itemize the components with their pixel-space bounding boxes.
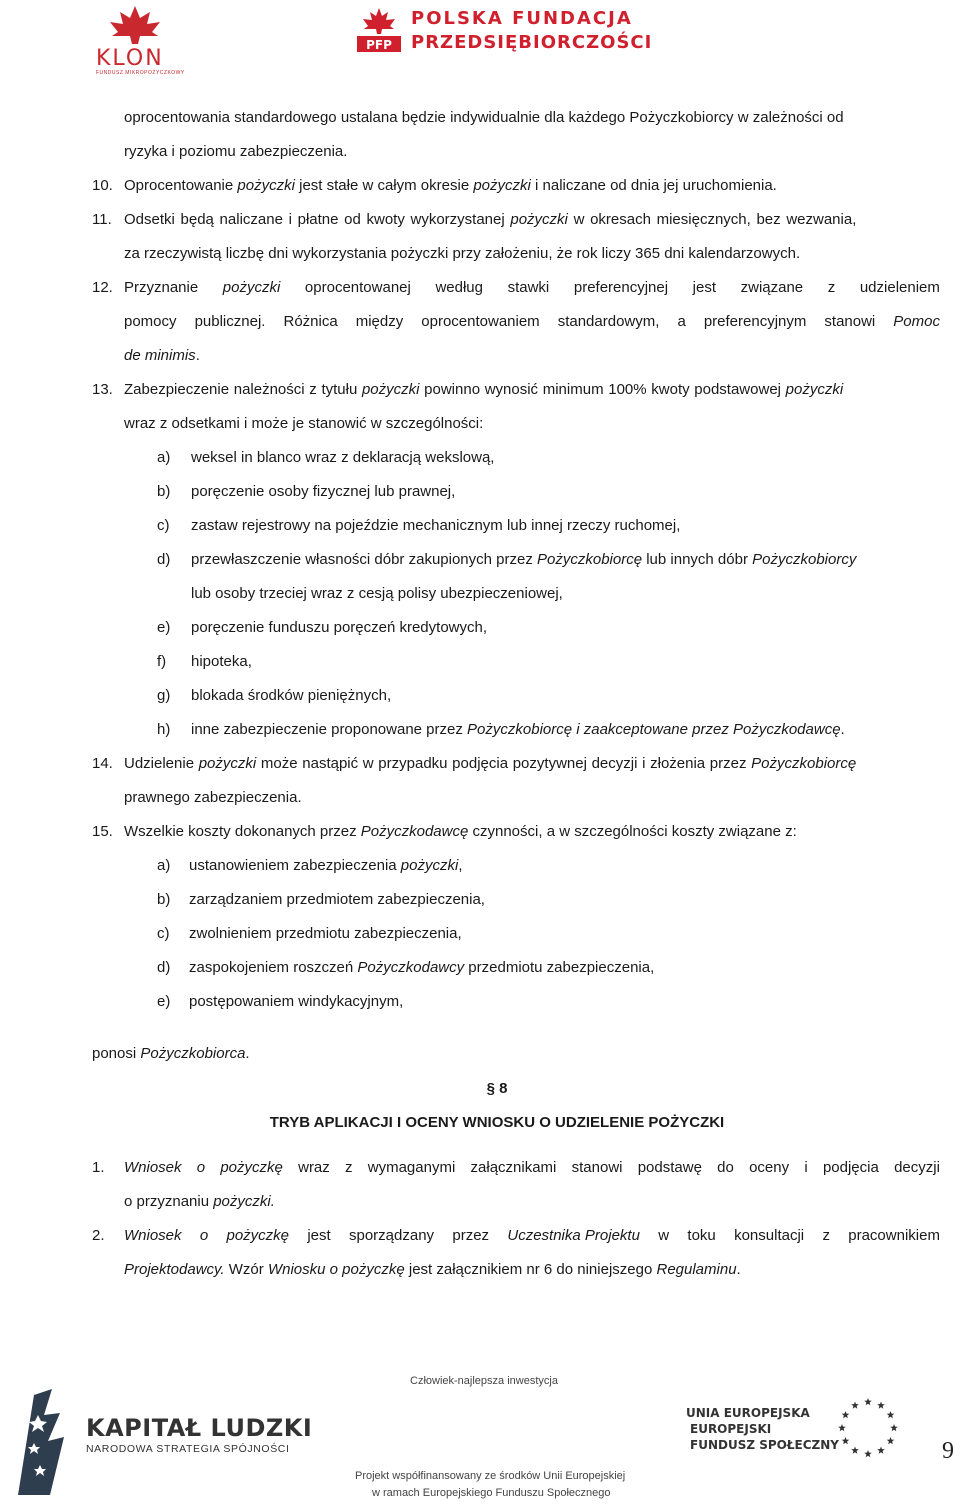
text-run: zaspokojeniem roszczeń — [189, 959, 358, 976]
italic-term: pożyczki — [361, 381, 420, 398]
word: preferencyjnym — [703, 313, 807, 330]
text-run: o przyznaniu — [124, 1193, 214, 1210]
klon-logo — [86, 4, 186, 76]
word: Różnica — [283, 313, 338, 330]
paragraph-line — [124, 278, 940, 298]
sub-item-text — [191, 720, 845, 740]
word: w — [658, 1227, 670, 1244]
italic-term: pożyczki — [473, 177, 531, 194]
kapital-ludzki-title: KAPITAŁ LUDZKI — [86, 1414, 313, 1442]
italic-term: pożyczki — [198, 755, 257, 772]
klon-subtitle: FUNDUSZ MIKROPOŻYCZKOWY — [96, 70, 185, 76]
word: stawki — [507, 279, 550, 296]
word: oprocentowaniem — [421, 313, 540, 330]
word: z — [827, 279, 836, 296]
word: oceny — [749, 1159, 790, 1176]
paragraph-line — [124, 312, 940, 332]
maple-leaf-icon — [355, 6, 403, 54]
word: jest — [307, 1227, 331, 1244]
pfp-logo — [355, 6, 655, 58]
italic-term: pożyczki — [400, 857, 459, 874]
sub-item-text — [189, 958, 654, 978]
paragraph-line — [124, 754, 856, 774]
text-run: czynności, a w szczególności koszty związane z: — [468, 823, 797, 840]
word: a — [677, 313, 686, 330]
italic-term: Regulaminu — [656, 1261, 737, 1278]
sub-item-letter: b) — [157, 483, 171, 500]
italic-term: Projektodawcy. — [124, 1261, 225, 1278]
pfp-line1: POLSKA FUNDACJA — [411, 8, 633, 29]
sub-item-text — [189, 856, 463, 876]
text-run: . — [245, 1045, 250, 1062]
word: decyzji — [894, 1159, 940, 1176]
word: jest — [692, 279, 717, 296]
text-run: przewłaszczenie własności dóbr zakupionych przez — [191, 551, 537, 568]
paragraph-line: prawnego zabezpieczenia. — [124, 789, 302, 806]
sub-item-text: lub osoby trzeciej wraz z cesją polisy ubezpieczeniowej, — [191, 585, 563, 602]
cofinancing-line1: Projekt współfinansowany ze środków Unii Europejskiej — [355, 1470, 626, 1482]
italic-term: de minimis — [124, 347, 196, 364]
text-run: Zabezpieczenie należności z tytułu — [124, 381, 362, 398]
italic-term: Uczestnika Projektu — [507, 1227, 640, 1244]
eu-star — [877, 1447, 885, 1454]
eu-star — [842, 1411, 850, 1418]
sub-item-letter: a) — [157, 857, 171, 874]
italic-term: Pożyczkodawcę — [360, 823, 469, 840]
section-title: TRYB APLIKACJI I OCENY WNIOSKU O UDZIELENIE POŻYCZKI — [269, 1114, 725, 1131]
paragraph-line — [124, 108, 940, 128]
text-run: . — [736, 1261, 741, 1278]
word: załącznikami — [470, 1159, 557, 1176]
page-number: 9 — [942, 1438, 954, 1464]
eu-label-line1: UNIA EUROPEJSKA — [686, 1406, 810, 1420]
eu-star — [887, 1437, 895, 1444]
sub-item-text: zastaw rejestrowy na pojeździe mechanicznym lub innej rzeczy ruchomej, — [191, 517, 681, 534]
italic-term: Pożyczkodawcy — [357, 959, 465, 976]
word: publicznej. — [194, 313, 266, 330]
sub-item-text: poręczenie osoby fizycznej lub prawnej, — [191, 483, 456, 500]
word: z — [345, 1159, 353, 1176]
eu-stars-icon — [828, 1394, 908, 1462]
word: konsultacji — [734, 1227, 805, 1244]
word: standardowym, — [557, 313, 660, 330]
word: według — [435, 279, 483, 296]
eu-star — [887, 1411, 895, 1418]
text-run: Udzielenie — [124, 755, 199, 772]
word: stanowi — [571, 1159, 623, 1176]
italic-term: Pożyczkobiorcy — [752, 551, 857, 568]
sub-item-letter: e) — [157, 993, 171, 1010]
paragraph-line — [124, 1158, 940, 1178]
italic-term: pożyczki — [510, 211, 568, 228]
text-run: powinno wynosić minimum 100% kwoty podstawowej — [419, 381, 786, 398]
word: preferencyjnej — [573, 279, 669, 296]
word: do — [717, 1159, 734, 1176]
sub-item-text: poręczenie funduszu poręczeń kredytowych, — [191, 619, 488, 636]
italic-term: Pożyczkobiorcę i zaakceptowane przez Pożyczkodawcę — [467, 721, 841, 738]
paragraph-line — [124, 1192, 275, 1212]
text-run: inne zabezpieczenie proponowane przez — [191, 721, 468, 738]
paragraph-line — [124, 822, 797, 842]
text-run: lub innych dóbr — [642, 551, 753, 568]
sub-item-letter: f) — [157, 653, 167, 670]
text-run: , — [458, 857, 463, 874]
word: pracownikiem — [848, 1227, 940, 1244]
eu-label-line3: FUNDUSZ SPOŁECZNY — [690, 1438, 839, 1452]
italic-term: pożyczki — [222, 279, 281, 296]
italic-term: pożyczki — [237, 177, 295, 194]
word: wraz — [298, 1159, 330, 1176]
text-run: przedmiotu zabezpieczenia, — [464, 959, 655, 976]
sub-item-letter: b) — [157, 891, 171, 908]
word: przez — [452, 1227, 490, 1244]
pfp-mark — [355, 6, 403, 54]
list-number: 15. — [92, 823, 113, 840]
sub-item-letter: a) — [157, 449, 171, 466]
word: podjęcia — [822, 1159, 879, 1176]
italic-term: Wniosek — [124, 1159, 182, 1176]
text-run: Odsetki będą naliczane i płatne od kwoty wykorzystanej — [124, 211, 511, 228]
text-run: jest załącznikiem nr 6 do niniejszego — [404, 1261, 657, 1278]
sub-item-text: blokada środków pieniężnych, — [191, 687, 392, 704]
italic-term: Pożyczkobiorcę — [751, 755, 857, 772]
sub-item-letter: c) — [157, 517, 170, 534]
paragraph-line — [124, 380, 843, 400]
eu-star — [890, 1424, 898, 1431]
sub-item-text: weksel in blanco wraz z deklaracją wekslową, — [191, 449, 495, 466]
klon-wordmark: KLON — [96, 46, 164, 71]
list-number: 13. — [92, 381, 113, 398]
text-run: w okresach miesięcznych, bez wezwania, — [567, 211, 857, 228]
eu-star — [842, 1437, 850, 1444]
text-run: jest stałe w całym okresie — [294, 177, 474, 194]
cofinancing-line2: w ramach Europejskiego Funduszu Społecznego — [372, 1487, 611, 1499]
text-run: może nastąpić w przypadku podjęcia pozytywnej decyzji i złożenia przez — [256, 755, 752, 772]
kapital-ludzki-logo-mark — [14, 1385, 84, 1500]
text-run: Wszelkie koszty dokonanych przez — [124, 823, 361, 840]
word: udzieleniem — [859, 279, 940, 296]
word: pomocy — [124, 313, 177, 330]
italic-term: pożyczkę — [220, 1159, 283, 1176]
text-run: ponosi — [92, 1045, 141, 1062]
pfp-abbr: PFP — [366, 38, 392, 52]
eu-star — [838, 1424, 846, 1431]
word: podstawę — [637, 1159, 702, 1176]
sub-item-letter: d) — [157, 551, 171, 568]
text-run: ustanowieniem zabezpieczenia — [189, 857, 401, 874]
pfp-line2: PRZEDSIĘBIORCZOŚCI — [411, 32, 653, 53]
list-number: 14. — [92, 755, 113, 772]
list-number: 2. — [92, 1227, 105, 1244]
eu-star — [864, 1398, 872, 1405]
list-number: 10. — [92, 177, 113, 194]
italic-term: pożyczkę — [226, 1227, 290, 1244]
eu-star — [851, 1401, 859, 1408]
italic-term: Pomoc — [893, 313, 940, 330]
list-number: 12. — [92, 279, 113, 296]
paragraph-line — [124, 210, 856, 230]
text-run: i naliczane od dnia jej uruchomienia. — [530, 177, 777, 194]
sub-item-letter: d) — [157, 959, 171, 976]
kapital-ludzki-subtitle: NARODOWA STRATEGIA SPÓJNOŚCI — [86, 1443, 290, 1455]
maple-leaf-icon — [100, 4, 170, 46]
section-symbol: § 8 — [486, 1080, 508, 1097]
list-number: 1. — [92, 1159, 105, 1176]
word: i — [804, 1159, 808, 1176]
sub-item-letter: e) — [157, 619, 171, 636]
word: oprocentowanej — [304, 279, 411, 296]
italic-term: Pożyczkobiorcę — [537, 551, 643, 568]
sub-item-text: hipoteka, — [191, 653, 252, 670]
eu-star — [851, 1447, 859, 1454]
list-number: 11. — [92, 211, 112, 228]
text-run: Oprocentowanie — [124, 177, 238, 194]
word: z — [822, 1227, 830, 1244]
sub-item-text — [191, 550, 856, 570]
text-run: . — [840, 721, 845, 738]
word: sporządzany — [349, 1227, 435, 1244]
sub-item-text: postępowaniem windykacyjnym, — [189, 993, 404, 1010]
word: Przyznanie — [124, 279, 199, 296]
sub-item-letter: c) — [157, 925, 170, 942]
word: toku — [687, 1227, 716, 1244]
text-run: Wzór — [224, 1261, 268, 1278]
word: stanowi — [824, 313, 876, 330]
eu-flag — [828, 1394, 908, 1462]
italic-term: o — [199, 1227, 209, 1244]
eu-star — [864, 1450, 872, 1457]
italic-term: Pożyczkobiorca — [140, 1045, 246, 1062]
paragraph-line: ryzyka i poziomu zabezpieczenia. — [124, 143, 348, 160]
footer-tagline: Człowiek-najlepsza inwestycja — [410, 1375, 558, 1387]
italic-term: Wniosek — [124, 1227, 182, 1244]
human-figure-icon — [14, 1385, 84, 1500]
paragraph-line — [124, 1226, 940, 1246]
italic-term: o — [196, 1159, 206, 1176]
paragraph-line — [124, 346, 200, 366]
eu-label-line2: EUROPEJSKI — [690, 1422, 772, 1436]
italic-term: pożyczki. — [213, 1193, 275, 1210]
paragraph-line: wraz z odsetkami i może je stanowić w szczególności: — [124, 415, 484, 432]
word: związane — [740, 279, 804, 296]
sub-item-letter: h) — [157, 721, 171, 738]
paragraph-line — [124, 1260, 741, 1280]
text-run: . — [195, 347, 200, 364]
paragraph-line: za rzeczywistą liczbę dni wykorzystania pożyczki przy założeniu, że rok liczy 365 dni kalendarzowych. — [124, 245, 801, 262]
sub-item-text: zwolnieniem przedmiotu zabezpieczenia, — [189, 925, 462, 942]
sub-item-text: zarządzaniem przedmiotem zabezpieczenia, — [189, 891, 485, 908]
paragraph-line — [124, 176, 777, 196]
word: między — [355, 313, 404, 330]
italic-term: pożyczki — [785, 381, 844, 398]
word: wymaganymi — [367, 1159, 456, 1176]
sub-item-letter: g) — [157, 687, 171, 704]
eu-star — [877, 1401, 885, 1408]
text-run: oprocentowania standardowego ustalana będzie indywidualnie dla każdego Pożyczkobiorcy w zależności od — [124, 109, 844, 126]
italic-term: Wniosku o pożyczkę — [267, 1261, 405, 1278]
paragraph-line — [92, 1044, 250, 1064]
